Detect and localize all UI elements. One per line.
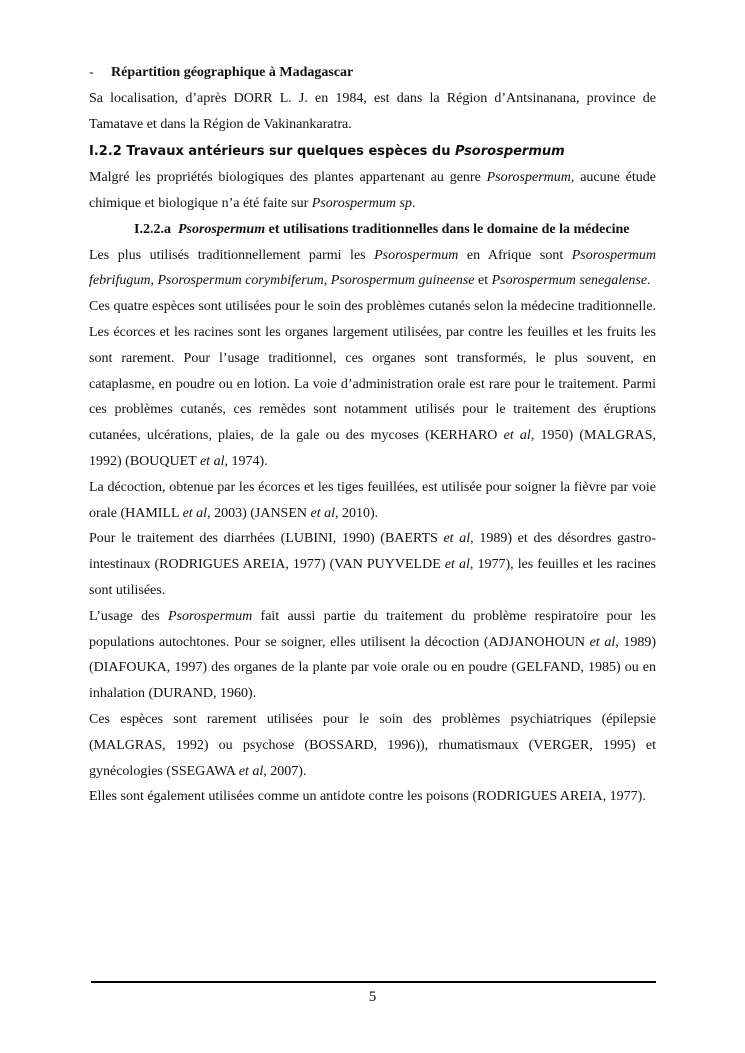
text-run: , [150, 273, 158, 289]
text-run: , 1989) (DIAFOUKA, 1997) des organes de la plante par voie orale ou en poudre (GELFAND, 1985) ou en inhalation (DURAND, 1960). [89, 634, 657, 702]
paragraph-plus-utilises [89, 243, 656, 295]
text-run: , 1974). [224, 453, 268, 469]
italic-run: Psorospermum [486, 170, 571, 186]
text-run: . [411, 195, 416, 211]
page-number: 5 [368, 989, 377, 1005]
document-body [89, 60, 656, 810]
text-run: , 2007). [263, 763, 307, 779]
text-run: , 1977), les feuilles et les racines sont utilisées. [89, 557, 657, 598]
text-run: , 1950) (MALGRAS, 1992) (BOUQUET [89, 428, 656, 469]
paragraph-decoction [89, 475, 656, 527]
bullet-dash: - [89, 65, 94, 80]
paragraph-rarement [89, 707, 656, 784]
paragraph-malgre [89, 165, 656, 217]
text-run: , [323, 273, 331, 289]
text-run: et [474, 273, 492, 289]
bullet-heading-text: Répartition géographique à Madagascar [111, 65, 354, 80]
heading-2-text: I.2.2 Travaux antérieurs sur quelques espèces du [89, 144, 455, 160]
heading-3-text: et utilisations traditionnelles dans le domaine de la médecine [265, 221, 630, 237]
text-run: Ces quatre espèces sont utilisées pour le soin des problèmes cutanés selon la médecine traditionnelle. Les écorces et les racines sont les organes largement utilisées, par contre les feuilles et les fruits les sont rarement. Pour l’usage traditionnel, ces organes sont transformés, le plus souvent, en cataplasme, en poudre ou en lotion. La voie d’administration orale est rare pour le traitement. Parmi ces problèmes cutanés, ces remèdes sont notamment utilisés pour le traitement des éruptions cutanées, ulcérations, plaies, de la gale ou des mycoses (KERHARO [89, 299, 656, 444]
text-run: Les plus utilisés traditionnellement parmi les [89, 247, 375, 263]
text-run: , 2003) (JANSEN [207, 505, 311, 521]
text-run: . [647, 273, 651, 289]
italic-run: Psorospermum corymbiferum [157, 273, 324, 289]
italic-run: et al [589, 634, 616, 650]
heading-3-italic: Psorospermum [177, 221, 266, 237]
italic-run: Psorospermum [168, 608, 253, 624]
footer-rule [91, 981, 656, 983]
italic-run: et al [182, 505, 208, 521]
section-heading-2 [89, 139, 656, 165]
italic-run: Psorospermum [374, 247, 459, 263]
text-run: , 2010). [335, 505, 379, 521]
heading-3-number: I.2.2.a [134, 221, 171, 237]
text-run: fait aussi partie du traitement du problème respiratoire pour les populations autochtones. Pour se soigner, elles utilisent la décoction (ADJANOHOUN [89, 608, 657, 650]
section-bullet-heading [89, 60, 656, 86]
section-heading-3 [134, 217, 656, 243]
text-run: , aucune étude chimique et biologique n’a été faite sur [89, 170, 656, 211]
paragraph-antidote: Elles sont également utilisées comme un antidote contre les poisons (RODRIGUES AREIA, 1977). [89, 789, 646, 805]
italic-run: Psorospermum febrifugum [89, 247, 656, 289]
text-run: L’usage des [89, 608, 168, 624]
italic-run: Psorospermum guineense [330, 273, 475, 289]
italic-run: et al [503, 428, 531, 444]
italic-run: Psorospermum senegalense [491, 273, 648, 289]
paragraph-usage [89, 604, 656, 707]
text-run: Ces espèces sont rarement utilisées pour le soin des problèmes psychiatriques (épilepsie (MALGRAS, 1992) ou psychose (BOSSARD, 1996)), rhumatismaux (VERGER, 1995) et gynécologies (SSEGAWA [89, 711, 656, 779]
italic-run: Psorospermum sp [311, 195, 412, 211]
italic-run: et al [310, 505, 336, 521]
paragraph-localisation: Sa localisation, d’après DORR L. J. en 1984, est dans la Région d’Antsinanana, province de Tamatave et dans la Région de Vakinankaratra. [89, 90, 656, 132]
text-run: Pour le traitement des diarrhées (LUBINI, 1990) (BAERTS [89, 531, 444, 547]
italic-run: et al [199, 453, 225, 469]
paragraph-quatre-especes [89, 294, 656, 475]
paragraph-diarrhees [89, 526, 656, 603]
italic-run: et al [238, 763, 264, 779]
heading-2-italic: Psorospermum [455, 144, 565, 160]
italic-run: et al [443, 531, 471, 547]
text-run: en Afrique sont [458, 247, 572, 263]
italic-run: et al [444, 557, 470, 573]
text-run: , 1989) et des désordres gastro-intestinaux (RODRIGUES AREIA, 1977) (VAN PUYVELDE [89, 531, 657, 573]
text-run: Malgré les propriétés biologiques des plantes appartenant au genre [89, 170, 487, 186]
text-run: La décoction, obtenue par les écorces et les tiges feuillées, est utilisée pour soigner la fièvre par voie orale (HAMILL [89, 479, 656, 521]
